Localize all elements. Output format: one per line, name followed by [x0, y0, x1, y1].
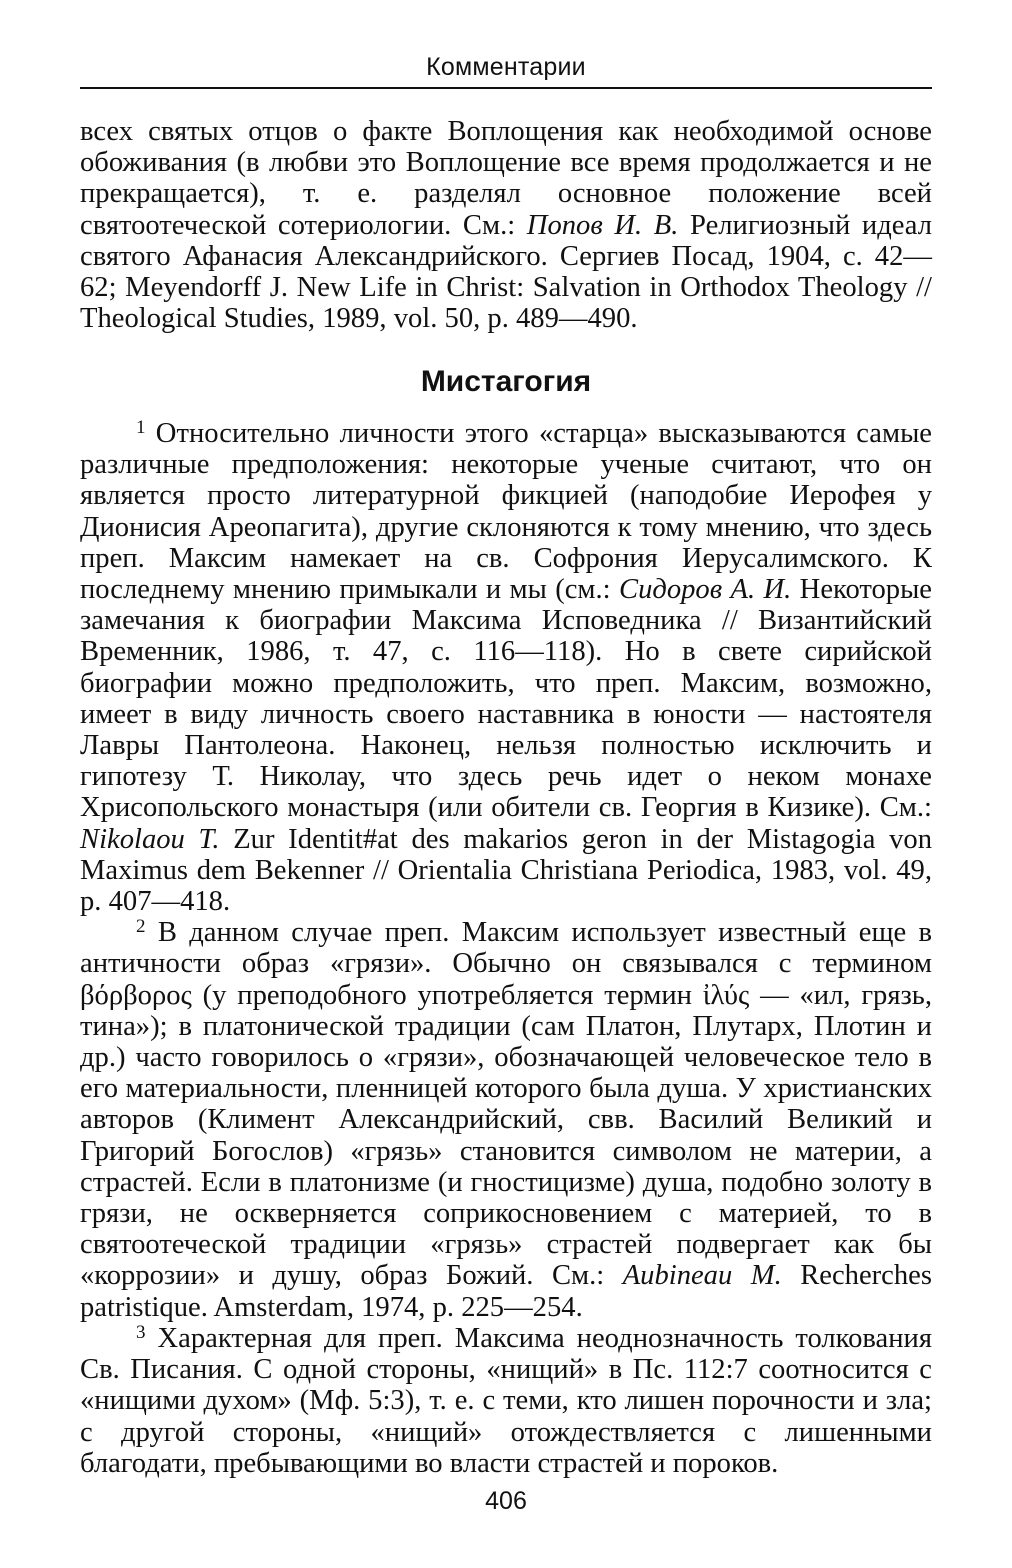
note-1-number: 1 [136, 417, 146, 438]
page-number: 406 [485, 1487, 527, 1515]
header-rule [80, 87, 932, 89]
note-2-text-2: Recherches patristique. Amsterdam, 1974, p. 225—254. [80, 1260, 932, 1323]
note-2-author-1: Aubineau M. [622, 1260, 782, 1292]
note-3-text-1: Характерная для преп. Максима неоднозначность толкования Св. Писания. С одной стороны, «нищий» в Пс. 112:7 соотносится с «нищими духом» (Мф. 5:3), т. е. с теми, кто лишен порочности и зла; с другой стороны, «нищий» отождествляется с лишенными благодати, пребывающими во власти страстей и пороков. [80, 1322, 932, 1479]
section-heading: Мистагогия [420, 365, 592, 398]
note-3-number: 3 [136, 1321, 146, 1343]
note-1 [80, 418, 932, 917]
note-1-author-2: Nikolaou T. [80, 823, 220, 855]
notes-list [80, 418, 932, 1479]
note-2 [80, 917, 932, 1323]
note-1-text-1: Относительно личности этого «старца» высказываются самые различные предположения: некоторые ученые считают, что он является просто литературной фикцией (наподобие Иерофея у Дионисия Ареопагита), другие склоняются к тому мнению, что здесь преп. Максим намекает на св. Софрония Иерусалимского. К последнему мнению примыкали и мы (см.: [80, 418, 932, 606]
note-1-text-3: Zur Identit#at des makarios geron in der Mistagogia von Maximus dem Bekenner // Orientalia Christiana Periodica, 1983, vol. 49, p. 407—418. [80, 823, 933, 918]
intro-text-1: всех святых отцов о факте Воплощения как необходимой основе обоживания (в любви это Воплощение все время продолжается и не прекращается), т. е. разделял основное положение всей святоотеческой сотериологии. См.: [80, 116, 932, 241]
note-2-text-1: В данном случае преп. Максим использует известный еще в античности образ «грязи». Обычно он связывался с термином βόρβορος (у преподобного употребляется термин ἰλύς — «ил, грязь, тина»); в платонической традиции (сам Платон, Плутарх, Плотин и др.) часто говорилось о «грязи», обозначающей человеческое тело в его материальности, пленницей которого была душа. У христианских авторов (Климент Александрийский, свв. Василий Великий и Григорий Богослов) «грязь» становится символом не материи, а страстей. Если в платонизме (и гностицизме) душа, подобно золоту в грязи, не оскверняется соприкосновением с материей, то в святоотеческой традиции «грязь» страстей подвергает как бы «коррозии» и душу, образ Божий. См.: [80, 917, 932, 1292]
note-2-number: 2 [136, 916, 146, 938]
intro-author-1: Попов И. В. [526, 209, 679, 241]
intro-paragraph [80, 116, 932, 334]
running-header: Комментарии [426, 53, 586, 81]
intro-text-2: Религиозный идеал святого Афанасия Александрийского. Сергиев Посад, 1904, с. 42—62; Meyendorff J. New Life in Christ: Salvation in Orthodox Theology // Theological Studies, 1989, vol. 50, p. 489—490. [80, 209, 933, 335]
note-1-author-1: Сидоров А. И. [619, 574, 792, 606]
note-1-text-2: Некоторые замечания к биографии Максима Исповедника // Византийский Временник, 1986, т. 47, с. 116—118). Но в свете сирийской биографии можно предположить, что преп. Максим, возможно, имеет в виду личность своего наставника в юности — настоятеля Лавры Пантолеона. Наконец, нельзя полностью исключить и гипотезу Т. Николау, что здесь речь идет о неком монахе Хрисопольского монастыря (или обители св. Георгия в Кизике). См.: [80, 574, 932, 824]
note-3 [80, 1323, 932, 1479]
